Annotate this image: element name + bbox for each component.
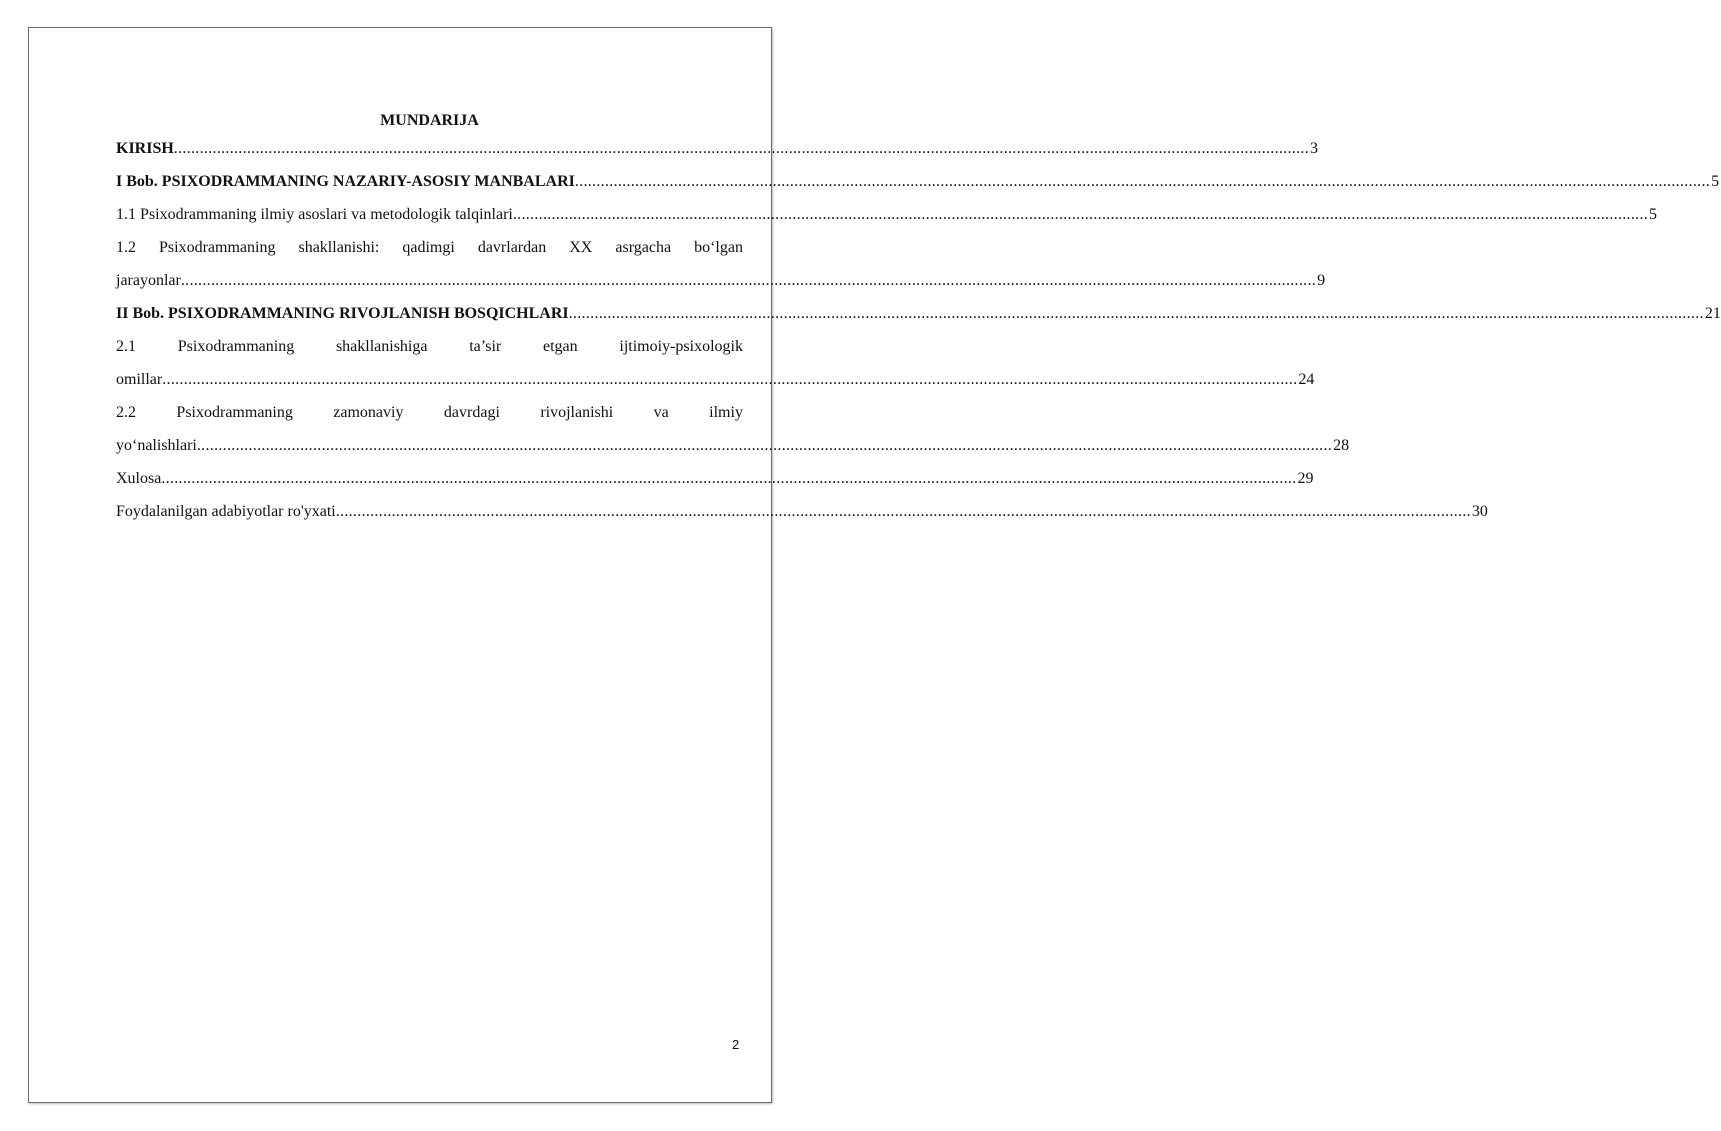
toc-entry-1-2-line2[interactable]	[116, 271, 1326, 291]
toc-leader-dots: ........................................................................................................................................................................................................................................................................	[568, 305, 1704, 322]
word: bo‘lgan	[694, 239, 743, 256]
toc-entry-adabiyotlar[interactable]	[116, 502, 1488, 522]
toc-heading: MUNDARIJA	[380, 112, 479, 129]
document-page	[28, 27, 1721, 1103]
toc-leader-dots: ........................................................................................................................................................................................................................................................................	[173, 140, 1309, 157]
word: Psixodrammaning	[177, 338, 295, 355]
word: XX	[569, 239, 593, 256]
toc-page-number: 5	[1649, 206, 1658, 223]
word: davrlardan	[477, 239, 547, 256]
toc-page-number: 30	[1471, 503, 1488, 520]
word: va	[653, 404, 669, 421]
toc-entry-bob2[interactable]	[116, 304, 1721, 324]
toc-page-number: 29	[1297, 470, 1314, 487]
toc-entry-text: jarayonlar	[116, 272, 181, 289]
toc-entry-text: omillar	[116, 371, 163, 388]
toc-page-number: 24	[1298, 371, 1315, 388]
word: asrgacha	[615, 239, 672, 256]
toc-entry-text: Xulosa	[116, 470, 162, 487]
toc-entry-text: Foydalanilgan adabiyotlar ro'yxati	[116, 503, 336, 520]
toc-page-number: 3	[1310, 140, 1318, 157]
toc-leader-dots: ........................................................................................................................................................................................................................................................................	[335, 503, 1471, 520]
word: Psixodrammaning	[176, 404, 293, 421]
toc-page-number: 28	[1333, 437, 1350, 454]
toc-leader-dots: ........................................................................................................................................................................................................................................................................	[162, 371, 1298, 388]
toc-leader-dots: ........................................................................................................................................................................................................................................................................	[574, 173, 1711, 190]
word: 1.2	[116, 239, 136, 256]
toc-entry-bob1[interactable]	[116, 172, 1720, 192]
toc-page-number: 21	[1704, 305, 1721, 322]
toc-entry-text: KIRISH	[116, 140, 174, 157]
page-number: 2	[732, 1037, 740, 1052]
word: ijtimoiy-psixologik	[619, 338, 743, 355]
toc-leader-dots: ........................................................................................................................................................................................................................................................................	[161, 470, 1297, 487]
word: ta’sir	[469, 338, 502, 355]
toc-entry-text: I Bob. PSIXODRAMMANING NAZARIY-ASOSIY MANBALARI	[116, 173, 575, 190]
word: davrdagi	[443, 404, 500, 421]
table-of-contents	[116, 111, 1721, 535]
toc-entry-2-2-line2[interactable]	[116, 436, 1350, 456]
word: rivojlanishi	[540, 404, 614, 421]
toc-entry-2-1-line2[interactable]	[116, 370, 1315, 390]
word: shakllanishi:	[298, 239, 380, 256]
toc-entry-kirish[interactable]	[116, 139, 1318, 159]
toc-page-number: 9	[1317, 272, 1326, 289]
toc-leader-dots: ........................................................................................................................................................................................................................................................................	[196, 437, 1333, 454]
toc-entry-text: 1.1 Psixodrammaning ilmiy asoslari va metodologik talqinlari	[116, 206, 513, 223]
toc-leader-dots: ........................................................................................................................................................................................................................................................................	[180, 272, 1317, 289]
toc-page-number: 5	[1711, 173, 1720, 190]
toc-entry-text: yo‘nalishlari	[116, 437, 197, 454]
toc-entry-1-2-line1[interactable]	[116, 238, 743, 258]
toc-entry-1-1[interactable]	[116, 205, 1658, 225]
word: qadimgi	[402, 239, 455, 256]
toc-entry-2-1-line1[interactable]	[116, 337, 743, 357]
word: shakllanishiga	[335, 338, 428, 355]
word: 2.2	[116, 404, 136, 421]
toc-entry-text: II Bob. PSIXODRAMMANING RIVOJLANISH BOSQICHLARI	[116, 305, 569, 322]
toc-entry-xulosa[interactable]	[116, 469, 1314, 489]
word: zamonaviy	[333, 404, 404, 421]
word: 2.1	[116, 338, 136, 355]
word: ilmiy	[709, 404, 743, 421]
toc-entry-2-2-line1[interactable]	[116, 403, 743, 423]
toc-leader-dots: ........................................................................................................................................................................................................................................................................	[512, 206, 1649, 223]
word: Psixodrammaning	[159, 239, 276, 256]
word: etgan	[542, 338, 578, 355]
